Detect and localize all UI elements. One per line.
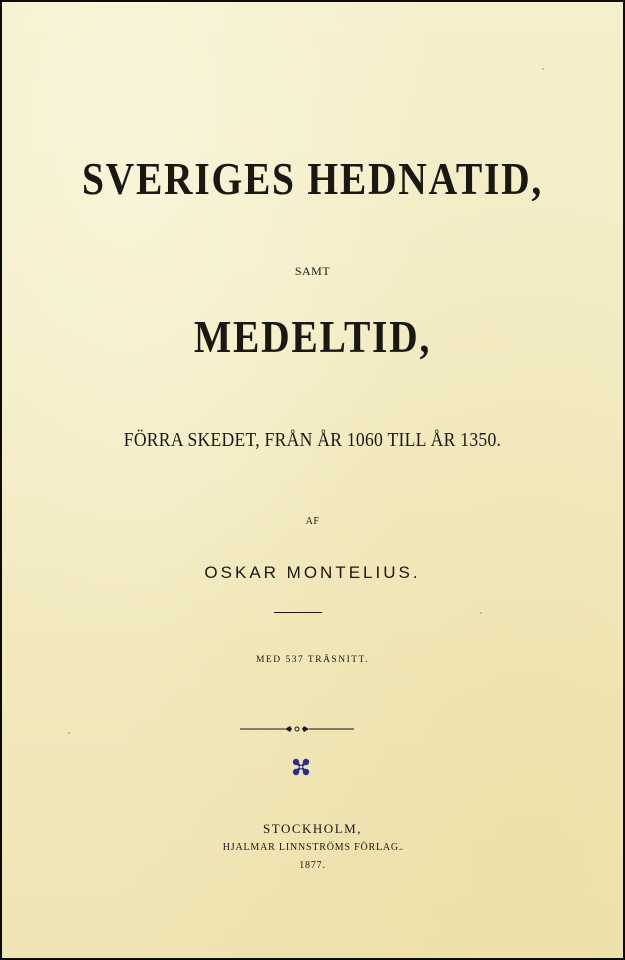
illustrations-note: MED 537 TRÄSNITT. <box>255 655 370 665</box>
paper-speck <box>542 68 544 70</box>
paper-speck <box>68 732 70 734</box>
conjunction-text: SAMT <box>294 264 331 278</box>
paper-speck <box>401 848 403 850</box>
main-title: SVERIGES HEDNATID, <box>81 153 544 204</box>
title-page <box>2 2 623 958</box>
author-name: OSKAR MONTELIUS. <box>204 563 421 582</box>
by-text: AF <box>305 516 320 527</box>
publication-year: 1877. <box>299 860 326 871</box>
second-title: MEDELTID, <box>193 311 432 362</box>
publication-city: STOCKHOLM, <box>263 821 362 836</box>
publisher-name: HJALMAR LINNSTRÖMS FÖRLAG. <box>222 842 403 853</box>
subtitle: FÖRRA SKEDET, FRÅN ÅR 1060 TILL ÅR 1350. <box>123 429 502 451</box>
paper-speck <box>480 612 482 614</box>
library-stamp-icon <box>289 755 313 779</box>
ornamental-rule-icon <box>240 722 354 736</box>
divider-rule <box>274 612 322 613</box>
